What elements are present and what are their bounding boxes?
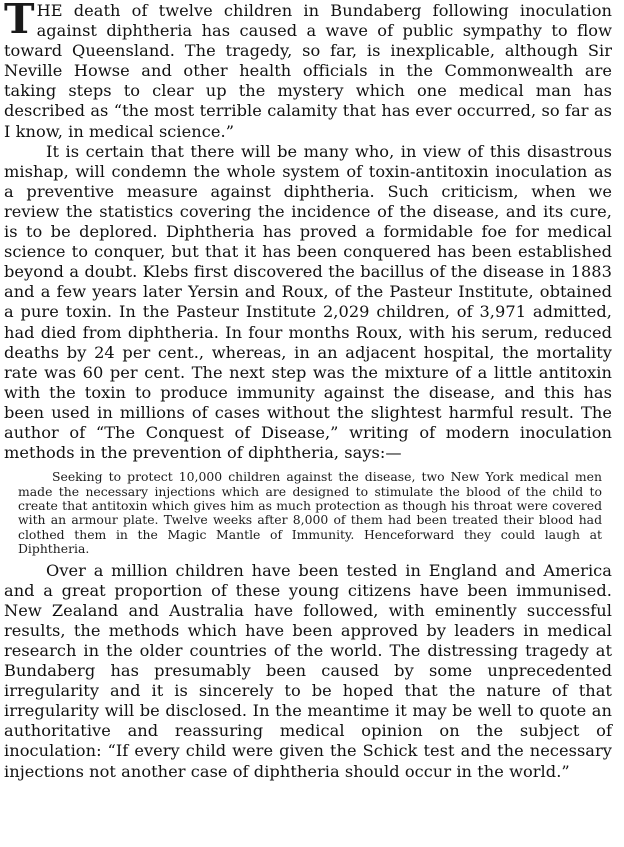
article-paragraph-1 [4,0,612,142]
article-paragraph-3: Over a million children have been tested in England and America and a great proportion of these young citizens have been immunised. New Zealand and Australia have followed, with eminently successful results, the methods which have been approved by leaders in medical research in the older countries of the world. The distressing tragedy at Bundaberg has presumably been caused by some unprecedented irregularity and it is sincerely to be hoped that the nature of that irregularity will be disclosed. In the meantime it may be well to quote an authoritative and reassuring medical opinion on the subject of inoculation: “If every child were given the Schick test and the necessary injections not another case of diphtheria should occur in the world.” [4,560,612,781]
drop-cap: T [4,0,35,43]
article-paragraph-2: It is certain that there will be many who, in view of this disastrous mishap, will condemn the whole system of toxin-antitoxin inoculation as a preventive measure against diphtheria. Such criticism, when we review the statistics covering the incidence of the disease, and its cure, is to be deplored. Diphtheria has proved a formidable foe for medical science to conquer, but that it has been conquered has been established beyond a doubt. Klebs first discovered the bacillus of the disease in 1883 and a few years later Yersin and Roux, of the Pasteur Institute, obtained a pure toxin. In the Pasteur Institute 2,029 children, of 3,971 admitted, had died from diphtheria. In four months Roux, with his serum, reduced deaths by 24 per cent., whereas, in an adjacent hospital, the mortality rate was 60 per cent. The next step was the mixture of a little antitoxin with the toxin to produce immunity against the disease, and this has been used in millions of cases without the slightest harmful result. The author of “The Conquest of Disease,” writing of modern inoculation methods in the prevention of diphtheria, says:— [4,141,612,463]
paragraph-1-text: HE death of twelve children in Bundaberg following inoculation against diphtheria has caused a wave of public sympathy to flow toward Queensland. The tragedy, so far, is inexplicable, although Sir Neville Howse and other health officials in the Commonwealth are taking steps to clear up the mystery which one medical man has described as “the most terrible calamity that has ever occurred, so far as I know, in medical science.” [4,1,612,141]
block-quotation: Seeking to protect 10,000 children against the disease, two New York medical men made the necessary injections which are designed to stimulate the blood of the child to create that antitoxin which gives him as much protection as though his throat were covered with an armour plate. Twelve weeks after 8,000 of them had been treated their blood had clothed them in the Magic Mantle of Immunity. Henceforward they could laugh at Diphtheria. [18,469,602,557]
